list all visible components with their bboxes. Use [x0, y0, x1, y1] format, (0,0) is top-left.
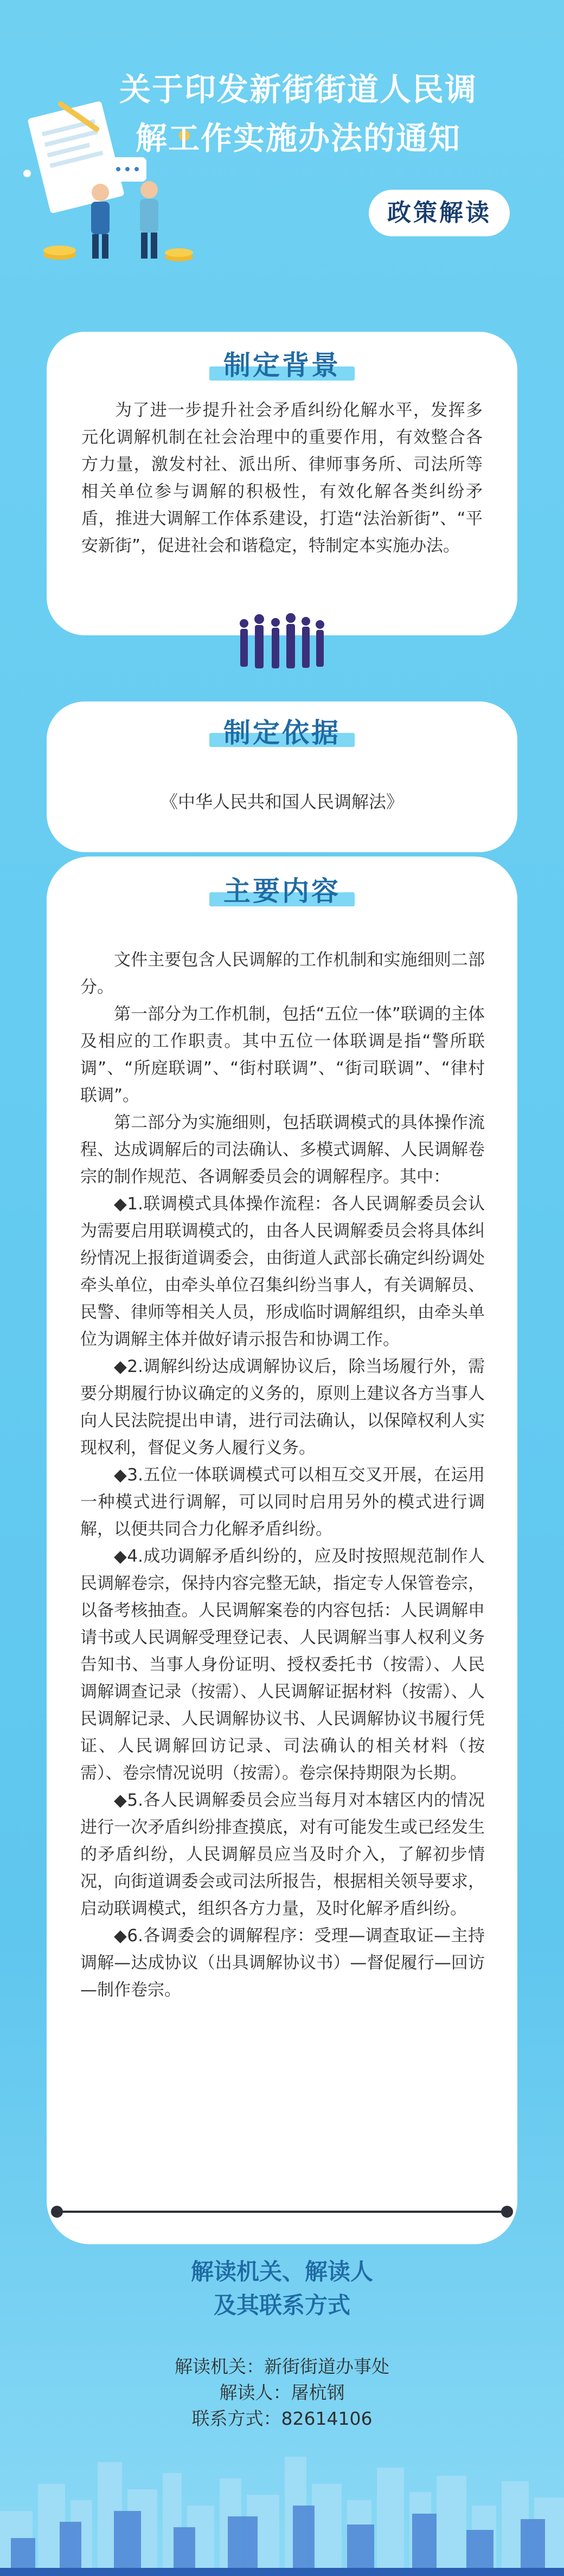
- content-paragraph: ◆1.联调模式具体操作流程：各人民调解委员会认为需要启用联调模式的，由各人民调解委员会将具体纠纷情况上报街道调委会，由街道人武部长确定纠纷调处牵头单位，由牵头单位召集纠纷当事人，有关调解员、民警、律师等相关人员，形成临时调解组织，由牵头单位为调解主体并做好请示报告和协调工作。: [80, 1194, 485, 1349]
- content-paragraph: 第一部分为工作机制，包括“五位一体”联调的主体及相应的工作职责。其中五位一体联调是指“警所联调”、“所庭联调”、“街村联调”、“街司联调”、“律村联调”。: [80, 1004, 485, 1105]
- content-card: [47, 856, 517, 2244]
- content-paragraph: ◆2.调解纠纷达成调解协议后，除当场履行外，需要分期履行协议确定的义务的，原则上建议各方当事人向人民法院提出申请，进行司法确认，以保障权利人实现权利，督促义务人履行义务。: [80, 1357, 485, 1458]
- coins-icon: [43, 246, 193, 261]
- background-text: [81, 397, 483, 559]
- contact-phone: 联系方式：82614106: [191, 2408, 373, 2429]
- basis-title: 制定依据: [223, 717, 341, 749]
- basis-card: [47, 701, 517, 852]
- city-skyline-icon: [0, 2430, 564, 2576]
- content-title: 主要内容: [223, 875, 341, 907]
- background-title: 制定背景: [223, 350, 341, 381]
- policy-interpretation-badge: 政策解读: [369, 190, 510, 236]
- content-paragraph: ◆5.各人民调解委员会应当每月对本辖区内的情况进行一次矛盾纠纷排查摸底，对有可能发生或已经发生的矛盾纠纷，人民调解员应当及时介入，了解初步情况，向街道调委会或司法所报告，根据相关领导要求，启动联调模式，组织各方力量，及时化解矛盾纠纷。: [80, 1791, 485, 1918]
- contact-title: [0, 2255, 564, 2322]
- contact-title-line-2: 及其联系方式: [213, 2292, 350, 2319]
- content-paragraph: ◆3.五位一体联调模式可以相互交叉开展，在运用一种模式进行调解，可以同时启用另外的模式进行调解，以便共同合力化解矛盾纠纷。: [80, 1465, 485, 1539]
- people-silhouette-icon: [233, 607, 331, 672]
- content-paragraph: 第二部分为实施细则，包括联调模式的具体操作流程、达成调解后的司法确认、多模式调解、人民调解卷宗的制作规范、各调解委员会的调解程序。其中：: [80, 1113, 485, 1187]
- content-paragraph: ◆6.各调委会的调解程序：受理—调查取证—主持调解—达成协议（出具调解协议书）—督促履行—回访—制作卷宗。: [80, 1926, 485, 2000]
- person-icon: [140, 181, 158, 259]
- content-text: [80, 946, 485, 2004]
- page-title: [76, 65, 521, 163]
- title-line-2: 解工作实施办法的通知: [135, 120, 461, 157]
- title-line-1: 关于印发新街街道人民调: [119, 71, 477, 108]
- content-paragraph: 文件主要包含人民调解的工作机制和实施细则二部分。: [80, 950, 485, 997]
- contact-title-line-1: 解读机关、解读人: [190, 2258, 373, 2285]
- person-icon: [91, 184, 110, 259]
- header: [0, 0, 564, 271]
- content-paragraph: ◆4.成功调解矛盾纠纷的，应及时按照规范制作人民调解卷宗，保持内容完整无缺，指定专人保管卷宗，以备考核抽查。人民调解案卷的内容包括：人民调解申请书或人民调解受理登记表、人民调解当事人权利义务告知书、当事人身份证明、授权委托书（按需）、人民调解调查记录（按需）、人民调解证据材料（按需）、人民调解记录、人民调解协议书、人民调解协议书履行凭证、人民调解回访记录、司法确认的相关材料（按需）、卷宗情况说明（按需）。卷宗保持期限为长期。: [80, 1547, 485, 1783]
- contact-authority: 解读机关：新街街道办事处: [175, 2356, 389, 2377]
- background-paragraph: 为了进一步提升社会矛盾纠纷化解水平，发挥多元化调解机制在社会治理中的重要作用，有效整合各方力量，激发村社、派出所、律师事务所、司法所等相关单位参与调解的积极性，有效化解各类纠纷矛盾，推进大调解工作体系建设，打造“法治新街”、“平安新街”，促进社会和谐稳定，特制定本实施办法。: [81, 401, 483, 556]
- background-card: [47, 332, 517, 635]
- section-divider: [54, 2211, 510, 2213]
- law-reference: 《中华人民共和国人民调解法》: [160, 791, 403, 812]
- contact-person: 解读人：屠杭钢: [219, 2382, 345, 2403]
